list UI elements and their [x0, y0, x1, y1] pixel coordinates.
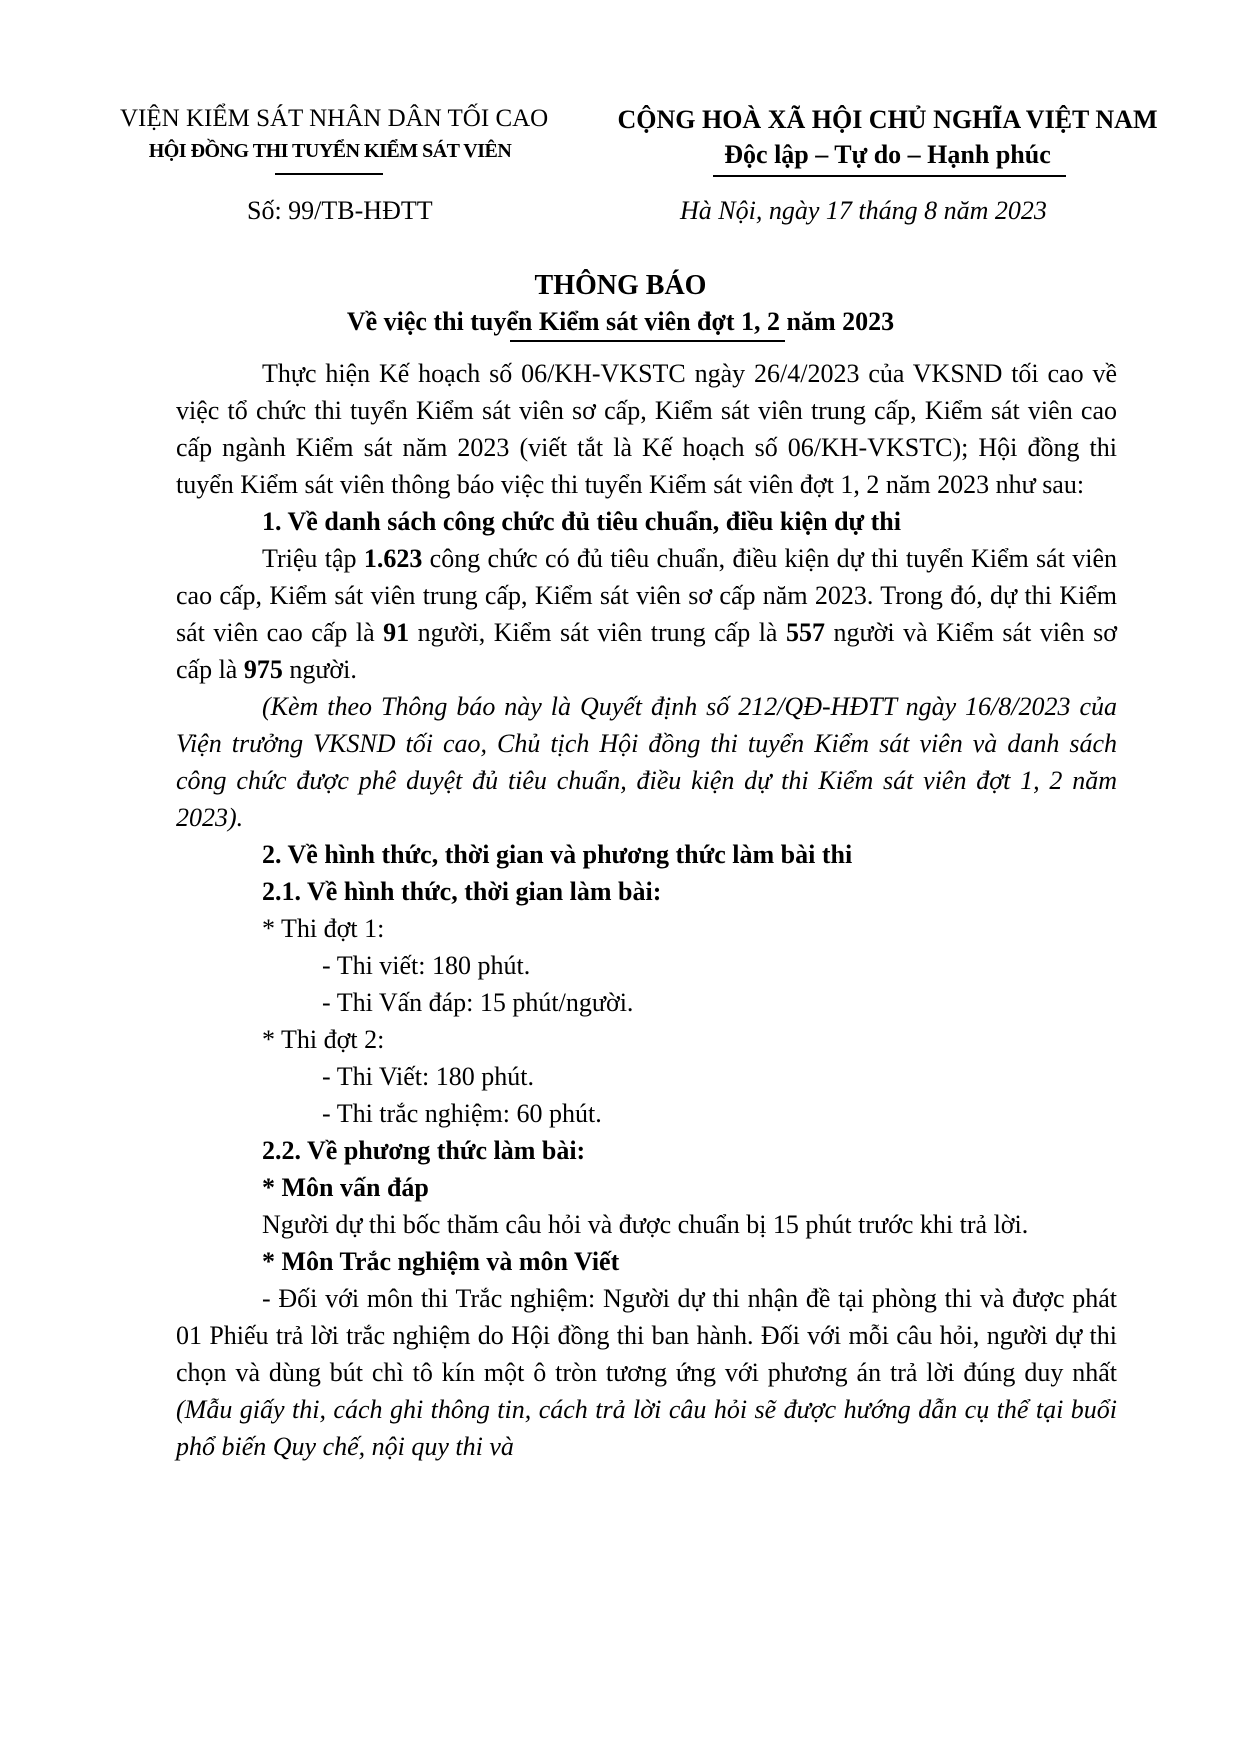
- round-2-item: - Thi trắc nghiệm: 60 phút.: [322, 1099, 602, 1128]
- section-2-1-heading: 2.1. Về hình thức, thời gian làm bài:: [262, 877, 662, 906]
- section-2-2-heading: 2.2. Về phương thức làm bài:: [262, 1136, 586, 1165]
- text-run: người, Kiểm sát viên trung cấp là: [409, 618, 786, 647]
- text-run: Triệu tập: [262, 544, 364, 573]
- oral-text: Người dự thi bốc thăm câu hỏi và được chuẩn bị 15 phút trước khi trả lời.: [262, 1210, 1029, 1239]
- round-1-item: - Thi viết: 180 phút.: [322, 951, 531, 980]
- oral-heading: * Môn vấn đáp: [262, 1173, 429, 1202]
- motto-underline: [713, 175, 1066, 177]
- round-2-item: - Thi Viết: 180 phút.: [322, 1062, 534, 1091]
- section-2-heading: 2. Về hình thức, thời gian và phương thức làm bài thi: [262, 840, 853, 869]
- document-number: Số: 99/TB-HĐTT: [247, 196, 433, 225]
- text-run: - Đối với môn thi Trắc nghiệm: Người dự thi nhận đề tại phòng thi và được phát 01 Phiếu trả lời trắc nghiệm do Hội đồng thi ban hành. Đối với mỗi câu hỏi, người dự thi chọn và dùng bút chì tô kín một ô tròn tương ứng với phương án trả lời đúng duy nhất: [176, 1284, 1117, 1387]
- text-run: người và Kiểm sát viên sơ cấp là: [176, 618, 1117, 684]
- national-title: CỘNG HOÀ XÃ HỘI CHỦ NGHĨA VIỆT NAM: [617, 105, 1158, 134]
- total-count: 1.623: [363, 544, 423, 573]
- text-run: người.: [282, 655, 357, 684]
- senior-count: 91: [383, 618, 410, 647]
- section-1-paragraph: [176, 540, 1117, 688]
- intro-paragraph: Thực hiện Kế hoạch số 06/KH-VKSTC ngày 26/4/2023 của VKSND tối cao về việc tổ chức thi tuyển Kiểm sát viên sơ cấp, Kiểm sát viên trung cấp, Kiểm sát viên cao cấp ngành Kiểm sát năm 2023 (viết tắt là Kế hoạch số 06/KH-VKSTC); Hội đồng thi tuyển Kiểm sát viên thông báo việc thi tuyển Kiểm sát viên đợt 1, 2 năm 2023 như sau:: [176, 359, 1117, 499]
- mcq-heading: * Môn Trắc nghiệm và môn Viết: [262, 1247, 620, 1276]
- org-underline: [275, 173, 383, 175]
- primary-count: 975: [243, 655, 283, 684]
- national-motto: Độc lập – Tự do – Hạnh phúc: [724, 140, 1051, 169]
- text-run: công chức có đủ tiêu chuẩn, điều kiện dự thi tuyển Kiểm sát viên cao cấp, Kiểm sát viên trung cấp, Kiểm sát viên sơ cấp năm 2023. Trong đó, dự thi Kiểm sát viên cao cấp là: [176, 544, 1118, 647]
- round-2-label: * Thi đợt 2:: [262, 1025, 385, 1054]
- org-line-1: VIỆN KIỂM SÁT NHÂN DÂN TỐI CAO: [120, 105, 549, 132]
- mcq-paragraph: [176, 1280, 1117, 1465]
- section-1-note: (Kèm theo Thông báo này là Quyết định số 212/QĐ-HĐTT ngày 16/8/2023 của Viện trưởng VKSND tối cao, Chủ tịch Hội đồng thi tuyển Kiểm sát viên và danh sách công chức được phê duyệt đủ tiêu chuẩn, điều kiện dự thi Kiểm sát viên đợt 1, 2 năm 2023).: [176, 692, 1117, 832]
- round-1-item: - Thi Vấn đáp: 15 phút/người.: [322, 988, 634, 1017]
- mcq-note: (Mẫu giấy thi, cách ghi thông tin, cách trả lời câu hỏi sẽ được hướng dẫn cụ thể tại buổi phổ biến Quy chế, nội quy thi và: [176, 1395, 1117, 1461]
- org-line-2: HỘI ĐỒNG THI TUYỂN KIỂM SÁT VIÊN: [148, 140, 512, 162]
- document-title: THÔNG BÁO: [534, 270, 707, 301]
- document-body: [176, 355, 1117, 1465]
- place-date: Hà Nội, ngày 17 tháng 8 năm 2023: [680, 196, 1047, 225]
- round-1-label: * Thi đợt 1:: [262, 914, 385, 943]
- subtitle-underline: [510, 340, 785, 342]
- intermediate-count: 557: [786, 618, 825, 647]
- document-subtitle: Về việc thi tuyển Kiểm sát viên đợt 1, 2 năm 2023: [346, 307, 895, 336]
- section-1-heading: 1. Về danh sách công chức đủ tiêu chuẩn, điều kiện dự thi: [262, 507, 901, 536]
